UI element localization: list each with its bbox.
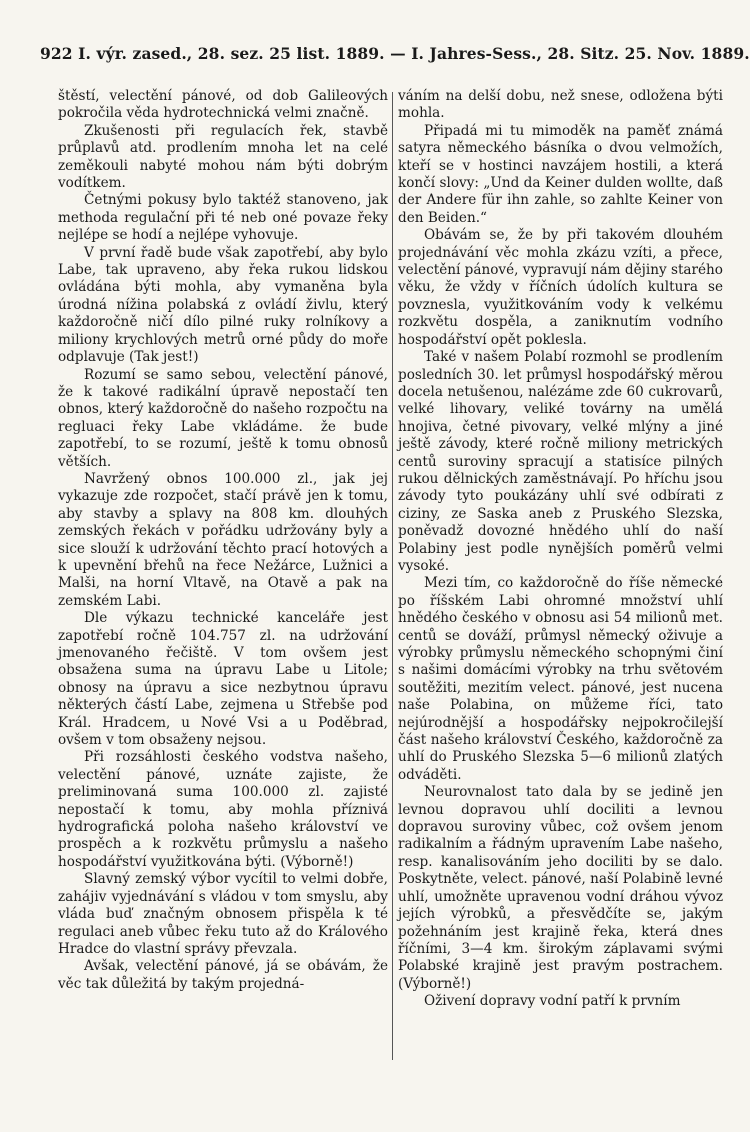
- paragraph: Navržený obnos 100.000 zl., jak jej vykazuje zde rozpočet, stačí právě jen k tomu, aby stavby a splavy na 808 km. dlouhých zemských řekách v pořádku udržovány byly a sice slouží k udržování těchto prací hotových a k upevnění břehů na řece Nežárce, Lužnici a Malši, na horní Vltavě, na Otavě a pak na zemském Labi.: [58, 470, 388, 609]
- page-header: 922 I. výr. zased., 28. sez. 25 list. 1889. — I. Jahres-Sess., 28. Sitz. 25. Nov. 1889.: [40, 44, 750, 63]
- paragraph: Dle výkazu technické kanceláře jest zapotřebí ročně 104.757 zl. na udržování jmenovaného řečiště. V tom ovšem jest obsažena suma na úpravu Labe u Litole; obnosy na úpravu a sice nezbytnou úpravu některých částí Labe, zejmena u Střebše pod Král. Hradcem, u Nové Vsi a u Poděbrad, ovšem v tom obsaženy nejsou.: [58, 610, 388, 749]
- paragraph: Neurovnalost tato dala by se jedině jen levnou dopravou uhlí dociliti a levnou dopravou suroviny vůbec, což ovšem jenom radikalním a řádným upravením Labe našeho, resp. kanalisováním jeho dociliti by se dalo. Poskytněte, velect. pánové, naší Polabině levné uhlí, umožněte upravenou vodní dráhou vývoz jejích výrobků, a přesvědčíte se, jakým požehnáním jest krajině řeka, která dnes říčními, 3—4 km. širokým záplavami svými Polabské krajině jest pravým postrachem. (Výborně!): [398, 784, 723, 992]
- column-divider: [392, 92, 393, 1060]
- paragraph: Rozumí se samo sebou, velectění pánové, že k takové radikální úpravě nepostačí ten obnos, který každoročně do našeho rozpočtu na regluaci řeky Labe vkládáme. že bude zapotřebí, to se rozumí, ještě k tomu obnosů větších.: [58, 366, 388, 470]
- paragraph: váním na delší dobu, než snese, odložena býti mohla.: [398, 88, 723, 122]
- paragraph: štěstí, velectění pánové, od dob Galileových pokročila věda hydrotechnická velmi značně.: [58, 88, 388, 122]
- right-column: [398, 88, 723, 1011]
- paragraph: Četnými pokusy bylo taktéž stanoveno, jak methoda regulační při té neb oné povaze řeky nejlépe se hodí a nejlépe vyhovuje.: [58, 192, 388, 244]
- paragraph: Také v našem Polabí rozmohl se prodlením posledních 30. let průmysl hospodářský měrou docela netušenou, nalézáme zde 60 cukrovarů, velké lihovary, veliké továrny na umělá hnojiva, četné pivovary, velké mlýny a jiné ještě závody, které ročně miliony metrických centů suroviny spracují a statisíce pilných rukou dělnických zaměstnávají. Po hříchu jsou závody tyto poukázány uhlí své odbírati z ciziny, ze Saska aneb z Pruského Slezska, poněvadž dovozné hnědého uhlí do naší Polabiny jest podle nynějších poměrů velmi vysoké.: [398, 349, 723, 574]
- paragraph: Oživení dopravy vodní patří k prvním: [424, 993, 681, 1010]
- paragraph: Avšak, velectění pánové, já se obávám, že věc tak důležitá by takým projedná-: [58, 958, 388, 992]
- paragraph: Při rozsáhlosti českého vodstva našeho, velectění pánové, uznáte zajiste, že preliminovaná suma 100.000 zl. zajisté nepostačí k tomu, aby mohla příznivá hydrografická poloha našeho království ve prospěch a k rozkvětu průmyslu a našeho hospodářství využitkována býti. (Výborně!): [58, 749, 388, 870]
- paragraph: Slavný zemský výbor vycítil to velmi dobře, zahájiv vyjednávání s vládou v tom smyslu, aby vláda buď značným obnosem přispěla k té regulaci aneb vůbec řeku tuto až do Králového Hradce do vlastní správy převzala.: [58, 871, 388, 957]
- left-column: [58, 88, 388, 993]
- paragraph: Obávám se, že by při takovém dlouhém projednávání věc mohla zkázu vzíti, a přece, velectění pánové, vypravují nám dějiny starého věku, že vždy v říčních údolích kultura se povznesla, využitkováním vody k velkému rozkvětu dospěla, a zaniknutím vodního hospodářství opět poklesla.: [398, 227, 723, 348]
- paragraph: Zkušenosti při regulacích řek, stavbě průplavů atd. prodlením mnoha let na celé zeměkouli nabyté mohou nám býti dobrým vodítkem.: [58, 122, 388, 192]
- paragraph: Připadá mi tu mimoděk na paměť známá satyra německého básníka o dvou velmožích, kteří se v hostinci navzájem hostili, a která končí slovy: „Und da Keiner dulden wollte, daß der Andere für ihn zahle, so zahlte Keiner von den Beiden.“: [398, 122, 723, 226]
- paragraph: V první řadě bude však zapotřebí, aby bylo Labe, tak upraveno, aby řeka rukou lidskou ovládána býti mohla, aby vymaněna byla úrodná nížina polabská z ovládí živlu, který každoročně ničí dílo pilné ruky rolníkovy a miliony krychlových metrů orné půdy do moře odplavuje (Tak jest!): [58, 244, 388, 366]
- paragraph: Mezi tím, co každoročně do říše německé po říšském Labi ohromné množství uhlí hnědého českého v obnosu asi 54 milionů met. centů se dováží, průmysl německý oživuje a výrobky průmyslu německého schopnými činí s našimi domácími výrobky na trhu světovém soutěžiti, mezitím velect. pánové, jest nucena naše Polabina, on můžeme říci, tato nejúrodnější a hospodářsky nejpokročilejší část našeho království Českého, každoročně za uhlí do Pruského Slezska 5—6 milionů zlatých odváděti.: [398, 575, 723, 783]
